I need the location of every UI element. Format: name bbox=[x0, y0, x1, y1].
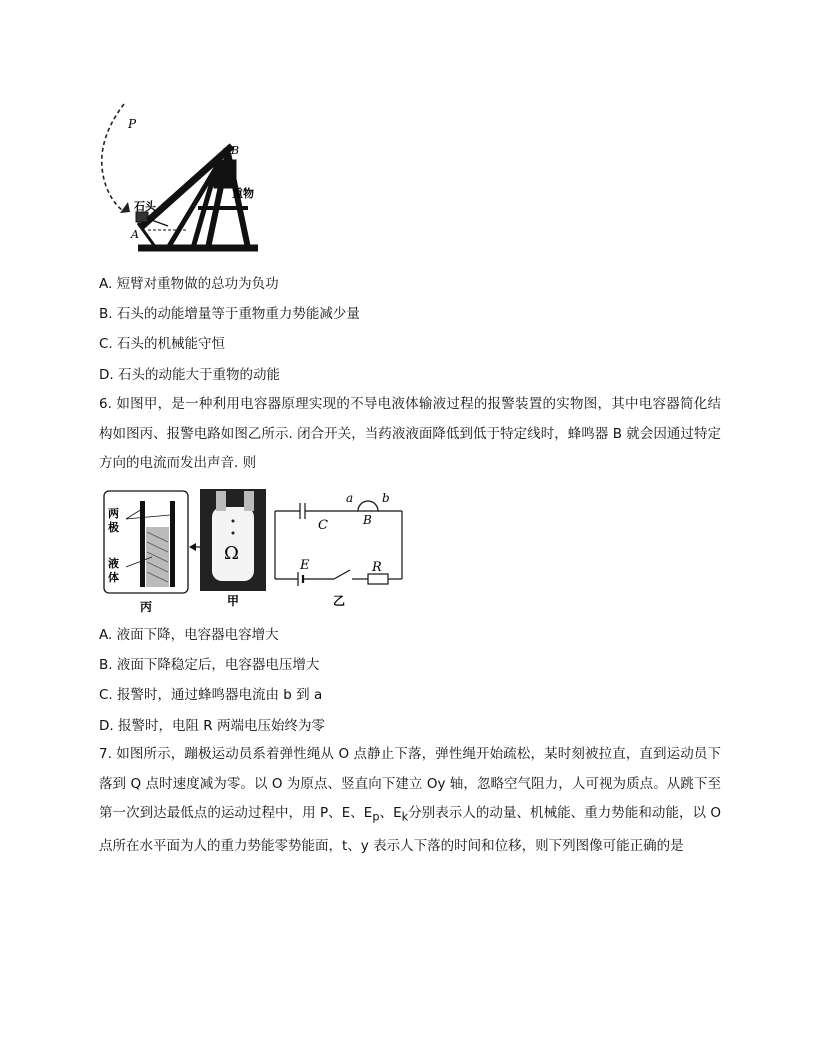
label-C: C bbox=[318, 518, 328, 533]
label-R: R bbox=[372, 560, 382, 575]
label-two-plates-1: 两 bbox=[108, 507, 119, 520]
label-a: a bbox=[346, 491, 354, 505]
q6-option-a: A. 液面下降，电容器电容增大 bbox=[99, 627, 279, 643]
label-liquid-2: 体 bbox=[108, 571, 119, 584]
q7-sub-k: k bbox=[401, 810, 409, 824]
label-weight: 重物 bbox=[232, 187, 254, 200]
trajectory-path bbox=[102, 104, 124, 210]
label-P: P bbox=[128, 117, 137, 131]
label-bing: 丙 bbox=[140, 600, 153, 614]
label-b: b bbox=[382, 491, 390, 505]
q7-stem-part1: 7. 如图所示，蹦极运动员系着弹性绳从 O 点静止下落，弹性绳开始疏松，某时刻被拉直，直到运动员下落到 Q 点时速度减为零。以 O 为原点、竖直向下建立 Oy 轴，忽略空气阻力，人可视为质点。从跳下至第一次到达最低点的运动过程中，用 P、E、E bbox=[99, 746, 721, 821]
q5-option-a: A. 短臂对重物做的总功为负功 bbox=[99, 276, 279, 292]
q5-option-d: D. 石头的动能大于重物的动能 bbox=[99, 367, 280, 383]
label-yi: 乙 bbox=[333, 594, 346, 608]
label-liquid-1: 液 bbox=[108, 557, 119, 570]
q6-stem: 6. 如图甲，是一种利用电容器原理实现的不导电液体输液过程的报警装置的实物图，其中电容器简化结构如图丙、报警电路如图乙所示. 闭合开关，当药液液面降低到低于特定线时，蜂鸣器 B 就会因通过特定方向的电流而发出声音. 则 bbox=[99, 396, 721, 471]
infusion-bottle-photo bbox=[200, 489, 266, 591]
q7-sep: 、E bbox=[379, 805, 402, 821]
q7-stem bbox=[99, 740, 721, 862]
label-A: A bbox=[131, 228, 139, 241]
trebuchet-figure bbox=[98, 98, 268, 263]
label-jia: 甲 bbox=[227, 594, 240, 608]
q5-option-b: B. 石头的动能增量等于重物重力势能减少量 bbox=[99, 306, 360, 322]
trajectory-arrow-icon bbox=[120, 202, 130, 213]
q6-option-b: B. 液面下降稳定后，电容器电压增大 bbox=[99, 657, 320, 673]
label-B: B bbox=[231, 144, 240, 157]
q6-option-d: D. 报警时，电阻 R 两端电压始终为零 bbox=[99, 718, 325, 734]
buzzer-icon bbox=[358, 501, 378, 511]
q7-stem-part2: 分别表示人的动量、机械能、重力势能和动能，以 O 点所在水平面为人的重力势能零势能面，t、y 表示人下落的时间和位移，则下列图像可能正确的是 bbox=[99, 805, 722, 855]
alarm-circuit bbox=[275, 503, 402, 586]
arrow-left-icon bbox=[189, 543, 196, 551]
label-two-plates-2: 极 bbox=[108, 521, 119, 534]
q6-option-c: C. 报警时，通过蜂鸣器电流由 b 到 a bbox=[99, 687, 323, 703]
q5-option-c: C. 石头的机械能守恒 bbox=[99, 336, 226, 352]
label-stone: 石头 bbox=[134, 200, 156, 213]
capacitor-alarm-figure bbox=[100, 487, 410, 615]
q7-sub-p: p bbox=[372, 810, 380, 824]
label-buzzer-B: B bbox=[363, 513, 372, 527]
label-E: E bbox=[300, 558, 310, 573]
omega-symbol: Ω bbox=[224, 543, 239, 564]
